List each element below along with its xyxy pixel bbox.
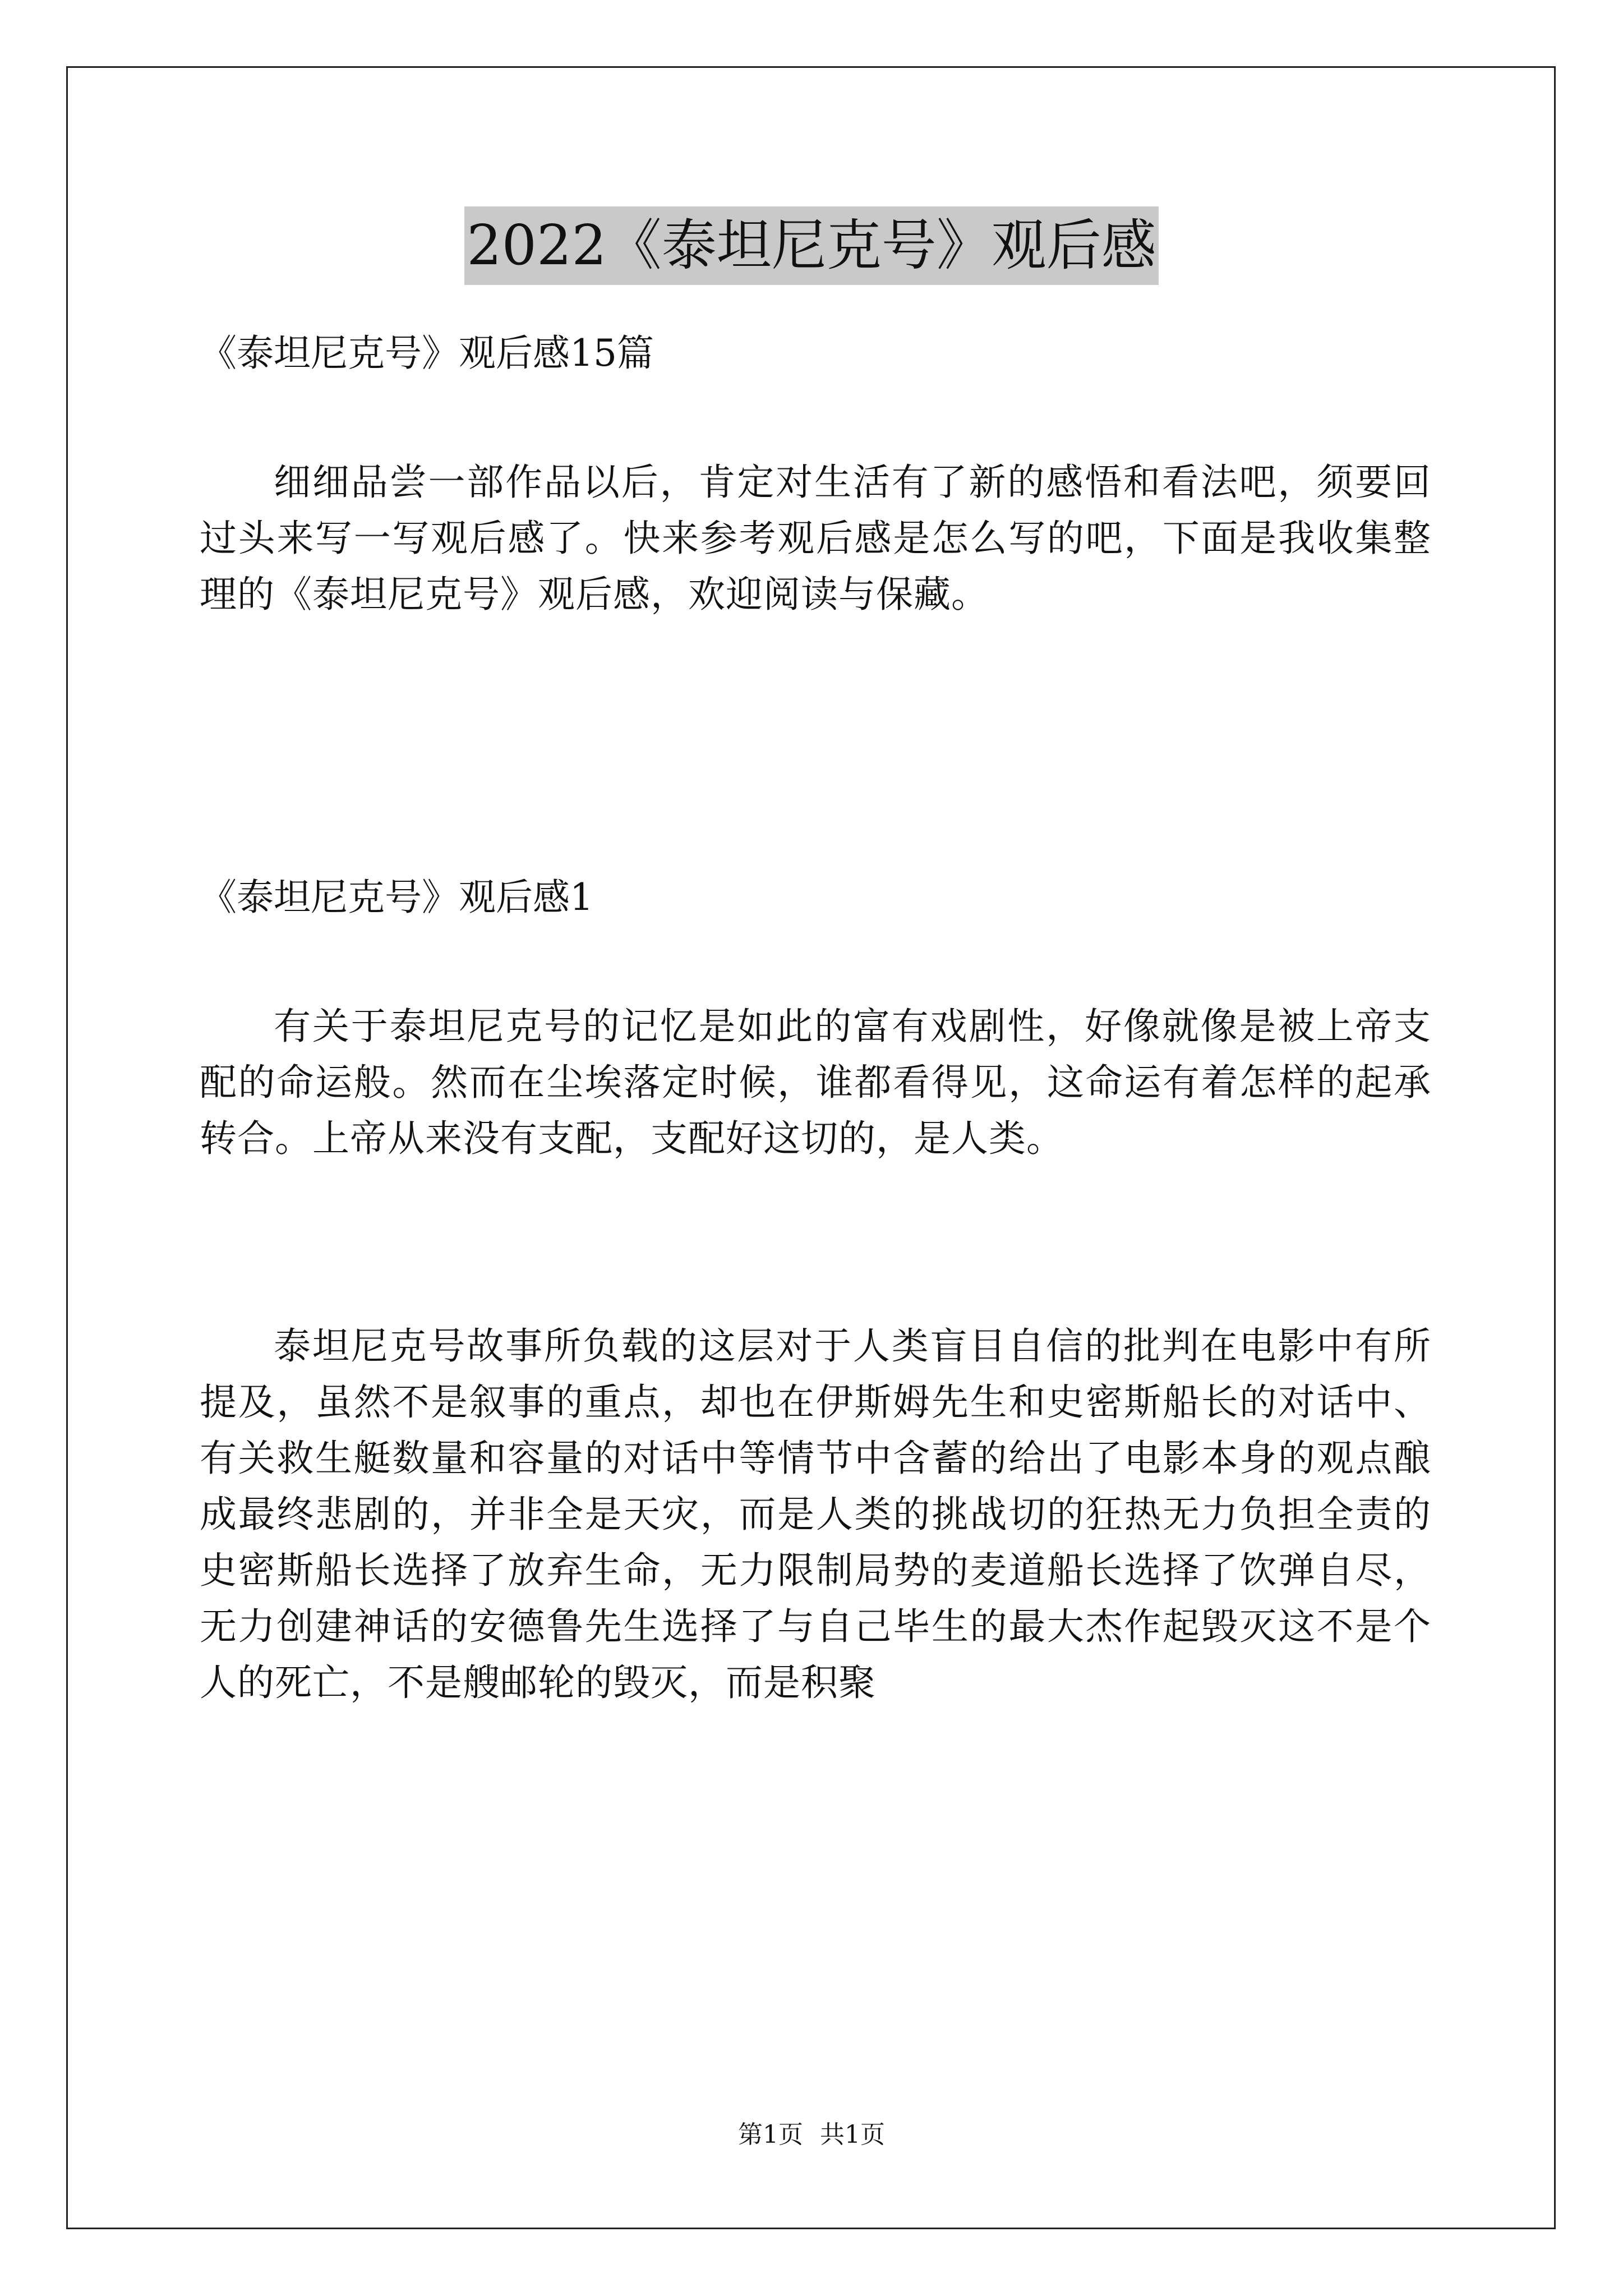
document-title: 2022《泰坦尼克号》观后感: [464, 206, 1158, 285]
page-total: 共1页: [820, 2120, 885, 2149]
body-paragraph-2: 泰坦尼克号故事所负载的这层对于人类盲目自信的批判在电影中有所提及，虽然不是叙事的重点，却也在伊斯姆先生和史密斯船长的对话中、有关救生艇数量和容量的对话中等情节中含蓄的给出了电影本身的观点酿成最终悲剧的，并非全是天灾，而是人类的挑战切的狂热无力负担全责的史密斯船长选择了放弃生命，无力限制局势的麦道船长选择了饮弹自尽，无力创建神话的安德鲁先生选择了与自己毕生的最大杰作起毁灭这不是个人的死亡，不是艘邮轮的毁灭，而是积聚: [200, 1324, 1431, 1704]
section-heading: 《泰坦尼克号》观后感1: [200, 876, 593, 919]
page-footer: [0, 2118, 1623, 2152]
collection-heading: 《泰坦尼克号》观后感15篇: [200, 332, 654, 375]
page-number: 第1页: [738, 2120, 803, 2149]
body-paragraph-1: 有关于泰坦尼克号的记忆是如此的富有戏剧性，好像就像是被上帝支配的命运般。然而在尘埃落定时候，谁都看得见，这命运有着怎样的起承转合。上帝从来没有支配，支配好这切的，是人类。: [200, 1005, 1431, 1160]
title-container: [0, 206, 1623, 285]
intro-paragraph: 细细品尝一部作品以后，肯定对生活有了新的感悟和看法吧，须要回过头来写一写观后感了。快来参考观后感是怎么写的吧，下面是我收集整理的《泰坦尼克号》观后感，欢迎阅读与保藏。: [200, 461, 1431, 616]
